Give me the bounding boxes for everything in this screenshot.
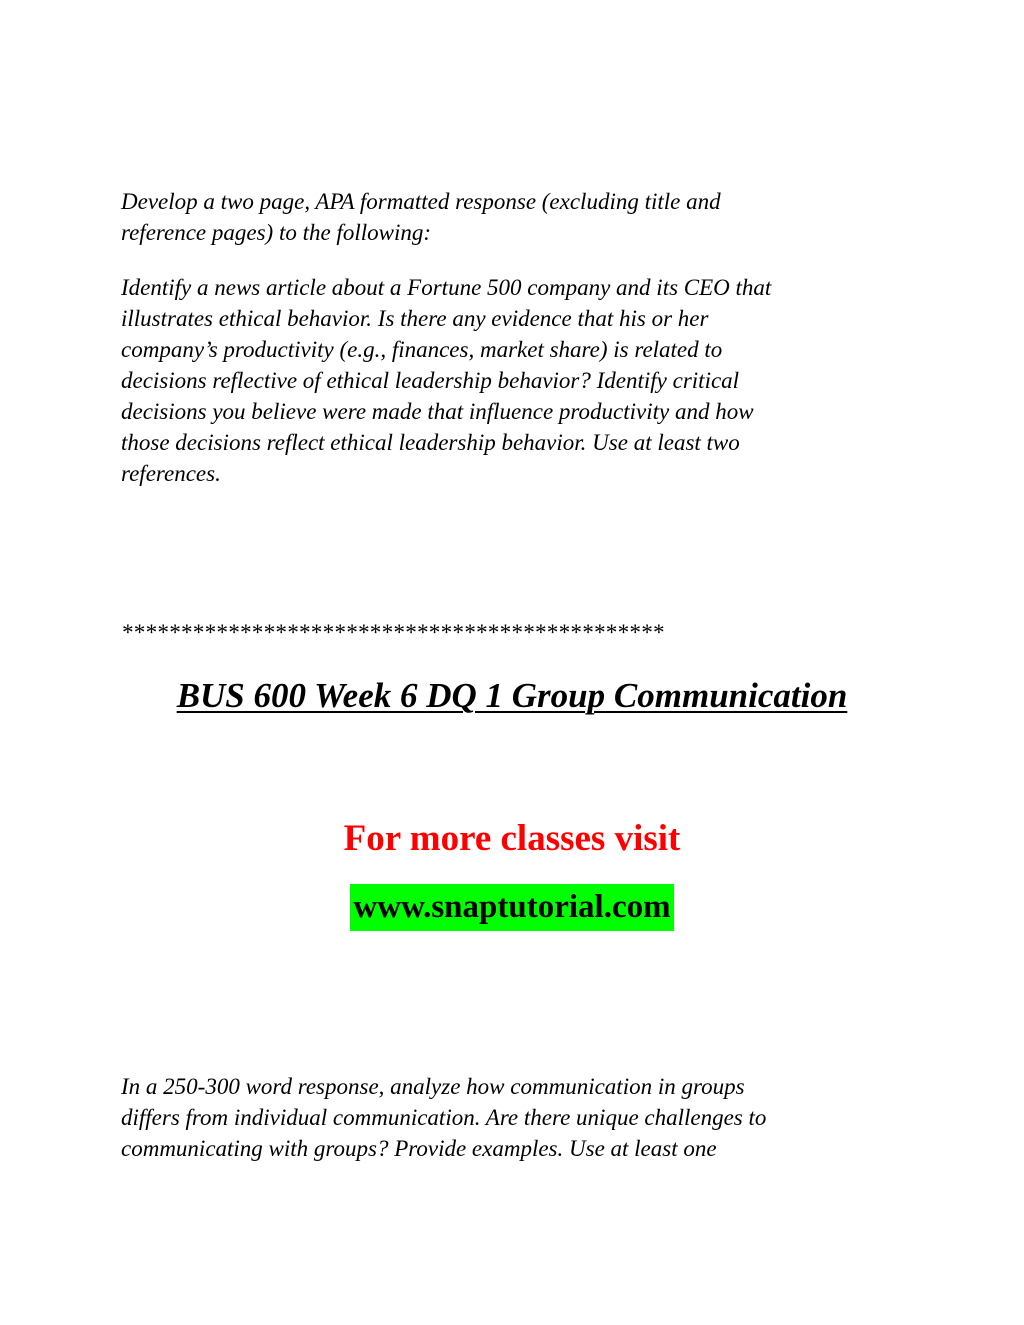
question-line-1: In a 250-300 word response, analyze how communication in groups: [121, 1074, 745, 1099]
promo-text: For more classes visit: [343, 818, 681, 859]
page-heading: [0, 674, 1024, 718]
prompt-line-6: those decisions reflect ethical leadership behavior. Use at least two: [121, 430, 740, 455]
prompt-line-2: illustrates ethical behavior. Is there any evidence that his or her: [121, 306, 709, 331]
question-paragraph: [121, 1071, 891, 1164]
intro-paragraph: [121, 186, 891, 248]
website-link[interactable]: www.snaptutorial.com: [350, 884, 673, 931]
prompt-line-1: Identify a news article about a Fortune 500 company and its CEO that: [121, 275, 772, 300]
prompt-line-3: company’s productivity (e.g., finances, market share) is related to: [121, 337, 723, 362]
intro-line-1: Develop a two page, APA formatted response (excluding title and: [121, 189, 721, 214]
intro-line-2: reference pages) to the following:: [121, 220, 431, 245]
question-line-2: differs from individual communication. Are there unique challenges to: [121, 1105, 767, 1130]
prompt-line-5: decisions you believe were made that influence productivity and how: [121, 399, 754, 424]
prompt-paragraph: [121, 272, 891, 489]
prompt-line-4: decisions reflective of ethical leadership behavior? Identify critical: [121, 368, 740, 393]
link-container: [0, 884, 1024, 931]
question-line-3: communicating with groups? Provide examples. Use at least one: [121, 1136, 717, 1161]
separator-asterisks: **********************************************: [121, 620, 664, 645]
prompt-line-7: references.: [121, 461, 221, 486]
heading-text: BUS 600 Week 6 DQ 1 Group Communication: [176, 676, 848, 715]
